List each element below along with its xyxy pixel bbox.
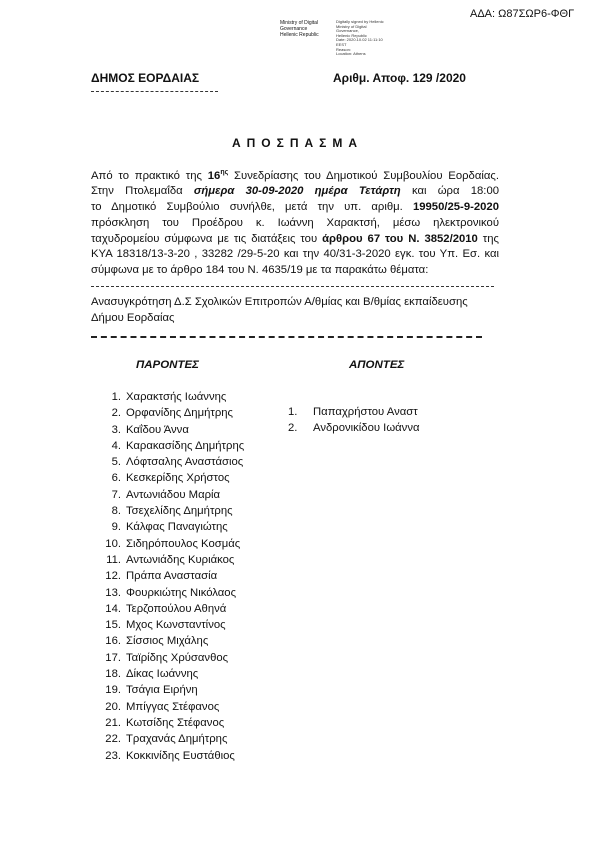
list-item-number: 7. xyxy=(111,488,121,501)
list-item-name: Τραχανάς Δημήτρης xyxy=(126,733,228,746)
present-list-item xyxy=(103,731,244,747)
list-item-number: 1. xyxy=(111,391,121,403)
list-item-name: Λόφτσαλης Αναστάσιος xyxy=(126,456,244,469)
list-item-number: 23. xyxy=(105,749,121,762)
list-item-number: 12. xyxy=(105,570,121,583)
intro-line-5: ταχυδρομείου σύμφωνα με τις διατάξεις του άρθρου 67 του Ν. 3852/2010 της xyxy=(91,232,499,245)
present-list-item xyxy=(103,536,244,552)
intro-line-6: ΚΥΑ 18318/13-3-20 , 33282 /29-5-20 και την 40/31-3-2020 εγκ. του Υπ. Εσ. και xyxy=(91,248,499,261)
present-list-item xyxy=(103,699,244,715)
present-list-item xyxy=(103,748,244,764)
present-list-item xyxy=(103,438,244,454)
present-list-item xyxy=(103,650,244,666)
municipality-name: ΔΗΜΟΣ ΕΟΡΔΑΙΑΣ xyxy=(91,71,200,85)
list-item-name: Καρακασίδης Δημήτρης xyxy=(126,439,245,452)
list-item-name: Κάλφας Παναγιώτης xyxy=(126,521,228,534)
list-item-name: Ορφανίδης Δημήτρης xyxy=(126,407,233,420)
subject-divider-bottom xyxy=(91,336,482,338)
list-item-number: 11. xyxy=(106,553,121,566)
list-item-number: 5. xyxy=(111,456,121,469)
list-item-number: 10. xyxy=(105,537,121,550)
list-item-number: 15. xyxy=(105,619,121,632)
list-item-name: Κωτσίδης Στέφανος xyxy=(126,716,225,729)
list-item-name: Δίκας Ιωάννης xyxy=(126,668,199,681)
present-list-item xyxy=(103,487,244,503)
present-list xyxy=(103,389,244,764)
list-item-number: 20. xyxy=(105,700,121,713)
absent-list xyxy=(288,404,420,437)
decision-number: Αριθμ. Αποφ. 129 /2020 xyxy=(333,71,466,85)
stamp-details: Digitally signed by Hellenic Ministry of Digital Governance, Hellenic Republic Date: 2020.10.02 11:11:10 EEST Reason: Location: Athens xyxy=(336,19,384,57)
present-list-item xyxy=(103,470,244,486)
absent-list-item xyxy=(288,420,420,436)
present-list-item xyxy=(103,715,244,731)
list-item-name: Τσεχελίδης Δημήτρης xyxy=(126,505,233,518)
list-item-name: Μχος Κωνσταντίνος xyxy=(126,619,226,632)
list-item-name: Τσάγια Ειρήνη xyxy=(126,684,198,697)
subject-divider-top xyxy=(91,286,494,287)
list-item-number: 9. xyxy=(111,521,121,534)
list-item-number: 19. xyxy=(105,684,121,697)
present-list-item xyxy=(103,519,244,535)
present-list-item xyxy=(103,422,244,438)
list-item-number: 22. xyxy=(105,733,121,746)
list-item-number: 3. xyxy=(111,423,121,436)
list-item-name: Αντωνιάδου Μαρία xyxy=(126,488,221,501)
list-item-number: 2. xyxy=(111,407,121,420)
list-item-name: Πράπα Αναστασία xyxy=(126,570,218,583)
intro-line-1: Από το πρακτικό της $16^{\eta\varsigma}$ Συνεδρίασης του Δημοτικού Συμβουλίου Εορδαίας. xyxy=(91,169,499,182)
list-item-name: Σίσσιος Μιχάλης xyxy=(126,635,209,648)
list-item-name: Ανδρονικίδου Ιωάννα xyxy=(313,422,420,435)
list-item-name: Παπαχρήστου Αναστ xyxy=(313,406,418,418)
header-divider xyxy=(91,91,218,92)
absent-heading: ΑΠΟΝΤΕΣ xyxy=(349,359,405,371)
intro-line-3: το Δημοτικό Συμβούλιο συνήλθε, μετά την υπ. αριθμ. 19950/25-9-2020 xyxy=(91,201,499,214)
list-item-name: Μπίγγας Στέφανος xyxy=(126,700,220,713)
subject-line-1: Ανασυγκρότηση Δ.Σ Σχολικών Επιτροπών Α/θμίας και Β/θμίας εκπαίδευσης xyxy=(91,296,468,308)
subject-line-2: Δήμου Εορδαίας xyxy=(91,312,175,324)
list-item-number: 1. xyxy=(288,406,298,418)
list-item-name: Αντωνιάδης Κυριάκος xyxy=(126,553,235,566)
subject-text xyxy=(91,294,501,326)
present-list-item xyxy=(103,585,244,601)
present-list-item xyxy=(103,405,244,421)
list-item-number: 21. xyxy=(105,716,121,729)
present-list-item xyxy=(103,503,244,519)
absent-list-item xyxy=(288,404,420,420)
list-item-name: Κεσκερίδης Χρήστος xyxy=(126,472,230,485)
list-item-number: 14. xyxy=(105,602,121,615)
list-item-number: 4. xyxy=(111,439,121,452)
present-list-item xyxy=(103,552,244,568)
stamp-issuer: Ministry of Digital Governance Hellenic Republic xyxy=(280,20,319,38)
list-item-name: Φουρκιώτης Νικόλαος xyxy=(126,586,237,599)
list-item-number: 6. xyxy=(111,472,121,485)
intro-paragraph xyxy=(91,165,499,279)
present-list-item xyxy=(103,454,244,470)
intro-line-4: πρόσκληση του Προέδρου κ. Ιωάννη Χαρακτσή, μέσω ηλεκτρονικού xyxy=(91,216,499,229)
present-list-item xyxy=(103,633,244,649)
list-item-name: Ταϊρίδης Χρύσανθος xyxy=(126,651,229,664)
list-item-number: 18. xyxy=(105,668,121,681)
present-list-item xyxy=(103,682,244,698)
present-list-item xyxy=(103,389,244,405)
list-item-number: 2. xyxy=(288,422,298,435)
ada-code: ΑΔΑ: Ω87ΣΩΡ6-ΦΘΓ xyxy=(470,8,575,20)
document-title: ΑΠΟΣΠΑΣΜΑ xyxy=(231,136,364,150)
present-list-item xyxy=(103,666,244,682)
list-item-number: 16. xyxy=(105,635,121,648)
list-item-number: 8. xyxy=(111,505,121,518)
list-item-number: 17. xyxy=(105,651,121,664)
list-item-number: 13. xyxy=(105,586,121,599)
present-heading: ΠΑΡΟΝΤΕΣ xyxy=(136,359,199,371)
list-item-name: Κοκκινίδης Ευστάθιος xyxy=(126,749,235,762)
list-item-name: Χαρακτσής Ιωάννης xyxy=(126,391,227,403)
list-item-name: Καΐδου Άννα xyxy=(126,423,189,436)
intro-line-7: σύμφωνα με το άρθρο 184 του Ν. 4635/19 με τα παρακάτω θέματα: xyxy=(91,263,429,276)
present-list-item xyxy=(103,568,244,584)
intro-line-2: Στην Πτολεμαΐδα σήμερα 30-09-2020 ημέρα Τετάρτη και ώρα 18:00 xyxy=(91,185,500,198)
present-list-item xyxy=(103,617,244,633)
list-item-name: Τερζοπούλου Αθηνά xyxy=(126,602,227,615)
present-list-item xyxy=(103,601,244,617)
list-item-name: Σιδηρόπουλος Κοσμάς xyxy=(126,537,241,550)
